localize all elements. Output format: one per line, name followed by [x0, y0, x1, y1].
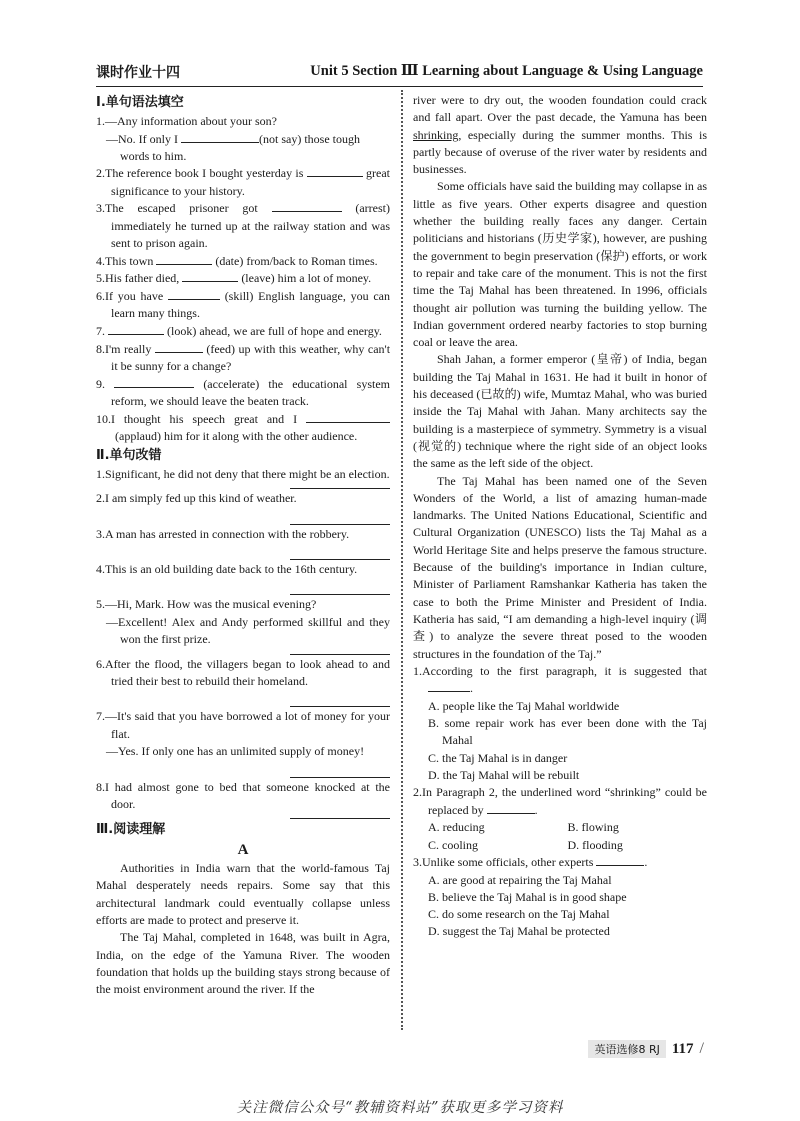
correction-item-2: 2.I am simply fed up this kind of weather. — [96, 490, 390, 524]
blank[interactable] — [428, 680, 470, 692]
q1-option-b[interactable]: B. some repair work has ever been done with the Taj Mahal — [428, 716, 707, 748]
passage-paragraph-5: The Taj Mahal has been named one of the Seven Wonders of the World, a list of amazing human-made landmarks. The United Nations Educational, Scientific and Cultural Organization (UNESCO) lists the Taj Mahal as a World Heritage Site and helps preserve the famous structure. Because of the building's importance in Indian culture, Minister of Parliament Ramshankar Katheria has taken the case to both the Prime Minister and President of India. Katheria has said, “I am demanding a high-level inquiry (调查) to analyze the severe threat posed to the wooden structures in the foundation of the Taj.” — [413, 473, 707, 661]
blank[interactable] — [182, 270, 238, 282]
correction-item-8: 8.I had almost gone to bed that someone knocked at the door. — [96, 779, 390, 820]
answer-line[interactable] — [290, 508, 390, 525]
fill-item-3: 3.The escaped prisoner got (arrest) immediately he turned up at the railway station and was sent to prison again. — [96, 201, 390, 250]
q2-option-c[interactable]: C. cooling — [428, 837, 478, 852]
correction-item-5-reply: —Excellent! Alex and Andy performed skillful and they won the first prize. — [96, 614, 390, 655]
correction-item-7-reply: —Yes. If only one has an unlimited supply of money! — [96, 743, 390, 777]
passage-letter: A — [237, 842, 249, 859]
fill-item-8: 8.I'm really (feed) up with this weather, why can't it be sunny for a change? — [96, 341, 391, 373]
fill-item-4: 4.This town (date) from/back to Roman times. — [96, 253, 378, 268]
right-column — [413, 92, 707, 941]
unit-heading: Unit 5 Section Ⅲ Learning about Language & Using Language — [310, 63, 703, 79]
blank[interactable] — [596, 854, 644, 866]
correction-item-3: 3.A man has arrested in connection with the robbery. — [96, 526, 390, 560]
q3-option-c[interactable]: C. do some research on the Taj Mahal — [428, 907, 610, 922]
fill-item-2: 2.The reference book I bought yesterday is great significance to your history. — [96, 166, 391, 198]
answer-line[interactable] — [290, 810, 390, 819]
left-column — [96, 92, 390, 998]
reading-question-3: 3.Unlike some officials, other experts . — [413, 854, 648, 869]
answer-line[interactable] — [290, 543, 390, 560]
section-error-correction-title: Ⅱ.单句改错 — [96, 448, 162, 464]
correction-item-7: 7.—It's said that you have borrowed a lot of money for your flat. — [96, 709, 390, 741]
fill-item-7: 7. (look) ahead, we are full of hope and energy. — [96, 323, 382, 338]
passage-paragraph-2-cont: river were to dry out, the wooden foundation could crack and fall apart. Over the past decade, the Yamuna has been shrinking, especially during the summer months. This is partly because of overuse of the river water by residents and businesses. — [413, 93, 707, 177]
book-label: 英语选修8 RJ — [588, 1040, 665, 1058]
correction-item-6: 6.After the flood, the villagers began to look ahead to and tried their best to rebuild their homeland. — [96, 656, 390, 708]
blank[interactable] — [114, 376, 194, 388]
correction-item-5: 5.—Hi, Mark. How was the musical evening? — [96, 597, 317, 612]
q3-option-b[interactable]: B. believe the Taj Mahal is in good shape — [428, 889, 627, 904]
section-reading-title: Ⅲ.阅读理解 — [96, 822, 166, 838]
fill-item-1-reply: —No. If only I (not say) those tough — [106, 131, 360, 146]
header-rule — [96, 86, 703, 87]
blank[interactable] — [108, 323, 164, 335]
passage-paragraph-3: Some officials have said the building may collapse in as little as five years. Other experts disagree and question whether the building really faces any danger. Certain politicians and historians (历史学家), however, are pushing the government to begin preservation (保护) efforts, or work to repair and take care of the monument. This is not the first time the Taj Mahal has been threatened. In 1996, officials thought air pollution was turning the building yellow. The Indian government ordered nearby factories to stop burning coal or leave the area. — [413, 179, 707, 350]
passage-paragraph-4: Shah Jahan, a former emperor (皇帝) of India, began building the Taj Mahal in 1631. He had it built in honor of his deceased (已故的) wife, Mumtaz Mahal, who was buried inside the Taj Mahal with Jahan. Many architects say the building is a masterpiece of symmetry. Symmetry is a visual (视觉的) technique where the right side of an object looks the same as the left side of the object. — [413, 352, 707, 471]
passage-paragraph-2-start: The Taj Mahal, completed in 1648, was built in Agra, India, on the edge of the Yamuna River. The wooden foundation that holds up the building stays strong because of the moist environment around the river. If the — [96, 930, 390, 997]
column-divider — [401, 90, 403, 1030]
bottom-handwritten-note: 关注微信公众号“教辅资料站”获取更多学习资料 — [236, 1100, 564, 1116]
q2-option-a[interactable]: A. reducing — [428, 820, 485, 835]
q2-options-row-2 — [413, 837, 707, 854]
fill-item-1: 1.—Any information about your son? — [96, 114, 277, 128]
page-footer — [588, 1040, 704, 1058]
passage-paragraph-1: Authorities in India warn that the world-famous Taj Mahal desperately needs repairs. Some say that this architectural landmark could eventually collapse unless efforts are made to protect and preserve it. — [96, 861, 390, 927]
blank[interactable] — [168, 288, 220, 300]
answer-line[interactable] — [290, 578, 390, 595]
correction-item-1: 1.Significant, he did not deny that there might be an election. — [96, 466, 390, 489]
q1-option-a[interactable]: A. people like the Taj Mahal worldwide — [428, 698, 620, 713]
answer-line[interactable] — [290, 761, 390, 778]
slash-decoration: / — [699, 1040, 704, 1057]
q3-option-d[interactable]: D. suggest the Taj Mahal be protected — [428, 924, 610, 939]
reading-question-1: 1.According to the first paragraph, it is suggested that . — [413, 663, 707, 696]
fill-item-5: 5.His father died, (leave) him a lot of money. — [96, 271, 372, 286]
reading-question-2: 2.In Paragraph 2, the underlined word “shrinking” could be replaced by . — [413, 785, 707, 817]
blank[interactable] — [487, 802, 535, 814]
blank[interactable] — [155, 341, 203, 353]
q3-option-a[interactable]: A. are good at repairing the Taj Mahal — [428, 872, 612, 887]
blank[interactable] — [156, 253, 212, 265]
fill-item-6: 6.If you have (skill) English language, you can learn many things. — [96, 288, 391, 321]
underlined-word: shrinking — [413, 127, 459, 142]
correction-item-4: 4.This is an old building date back to the 16th century. — [96, 561, 390, 595]
answer-line[interactable] — [290, 690, 390, 707]
fill-item-9: 9. (accelerate) the educational system reform, we should leave the beaten track. — [96, 376, 391, 408]
q2-options-row-1 — [413, 819, 707, 836]
q1-option-d[interactable]: D. the Taj Mahal will be rebuilt — [428, 767, 580, 782]
answer-line[interactable] — [290, 646, 390, 655]
blank[interactable] — [307, 165, 363, 177]
answer-line[interactable] — [290, 480, 390, 489]
section-grammar-fill-title: Ⅰ.单句语法填空 — [96, 95, 184, 110]
blank[interactable] — [272, 200, 342, 212]
blank[interactable] — [181, 131, 259, 143]
fill-item-1-reply-cont: words to him. — [120, 148, 187, 163]
q1-option-c[interactable]: C. the Taj Mahal is in danger — [428, 750, 568, 765]
page-number: 117 — [671, 1040, 694, 1057]
fill-item-10: 10.I thought his speech great and I (applaud) him for it along with the other audience. — [96, 411, 390, 446]
q2-option-b[interactable]: B. flowing — [567, 820, 619, 835]
blank[interactable] — [306, 411, 390, 423]
worksheet-title: 课时作业十四 — [96, 65, 180, 81]
q2-option-d[interactable]: D. flooding — [567, 837, 623, 852]
